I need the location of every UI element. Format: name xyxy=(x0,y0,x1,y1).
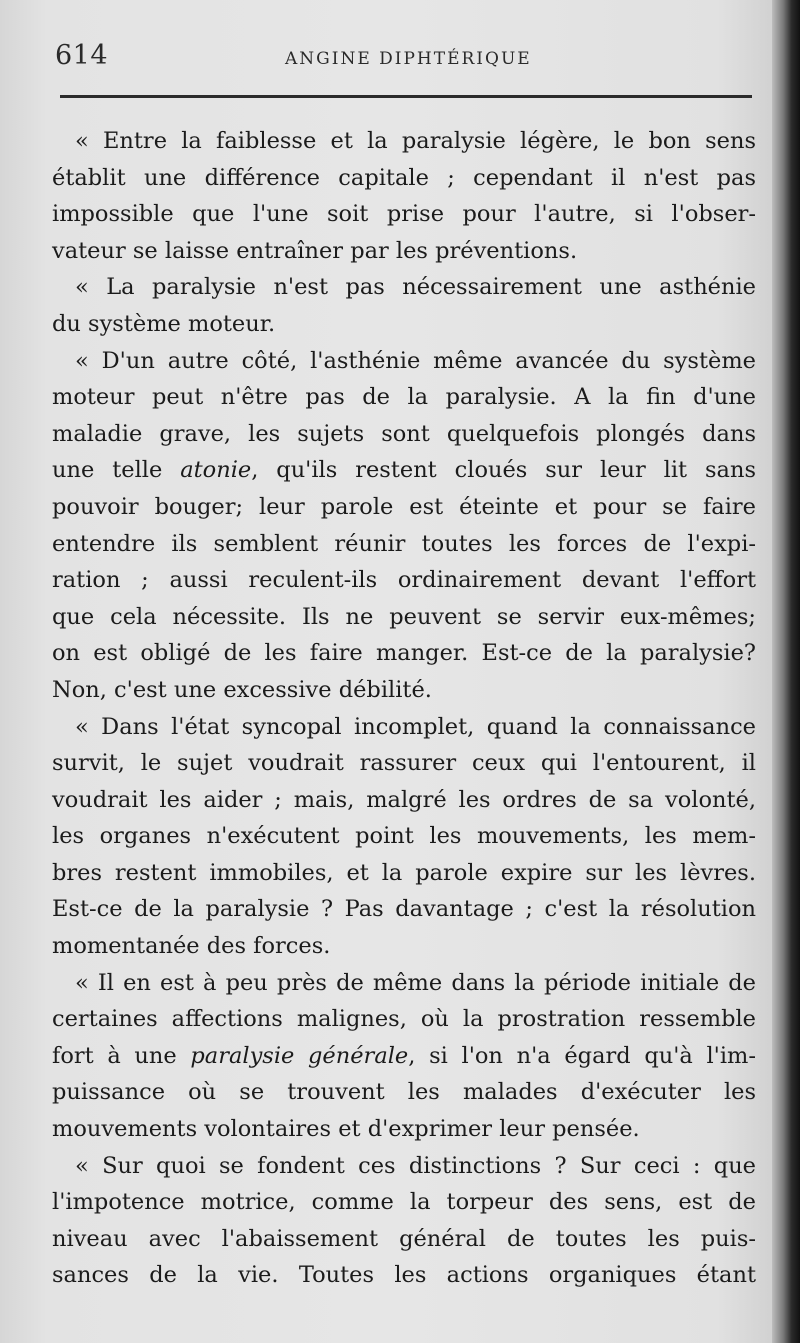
body-text xyxy=(52,123,756,1294)
text-line: survit, le sujet voudrait rassurer ceux qui l'entourent, il xyxy=(52,750,756,777)
text-line: les organes n'exécutent point les mouvements, les mem- xyxy=(52,823,756,850)
text-line: niveau avec l'abaissement général de toutes les puis- xyxy=(52,1225,756,1252)
text-line: Est-ce de la paralysie ? Pas davantage ; c'est la résolution xyxy=(52,896,756,923)
text-line: l'impotence motrice, comme la torpeur des sens, est de xyxy=(52,1189,756,1216)
page-number: 614 xyxy=(55,40,109,71)
text-line: momentanée des forces. xyxy=(52,933,331,960)
text-line: maladie grave, les sujets sont quelquefois plongés dans xyxy=(52,420,756,447)
text-segment: , qu'ils restent cloués sur leur lit sans xyxy=(251,457,756,484)
text-line: certaines affections malignes, où la prostration ressemble xyxy=(52,1006,756,1033)
text-line: que cela nécessite. Ils ne peuvent se servir eux-mêmes; xyxy=(52,603,756,630)
text-line: vateur se laisse entraîner par les préventions. xyxy=(52,237,578,264)
text-line: entendre ils semblent réunir toutes les forces de l'expi- xyxy=(52,530,756,557)
book-spine-shadow xyxy=(772,0,800,1343)
text-line: « D'un autre côté, l'asthénie même avancée du système xyxy=(75,347,756,374)
text-segment: fort à une xyxy=(52,1042,191,1069)
text-line: établit une différence capitale ; cependant il n'est pas xyxy=(52,164,756,191)
text-line xyxy=(52,1038,756,1075)
running-title: ANGINE DIPHTÉRIQUE xyxy=(285,49,532,69)
text-line: moteur peut n'être pas de la paralysie. A la fin d'une xyxy=(52,384,756,411)
text-line: « Entre la faiblesse et la paralysie légère, le bon sens xyxy=(75,128,756,154)
text-line: voudrait les aider ; mais, malgré les ordres de sa volonté, xyxy=(52,786,756,813)
text-segment: une telle xyxy=(52,457,181,484)
italic-term: paralysie générale xyxy=(190,1042,409,1069)
text-line: on est obligé de les faire manger. Est-ce de la paralysie? xyxy=(52,640,756,667)
text-line: du système moteur. xyxy=(52,310,276,337)
page-header xyxy=(55,40,755,80)
text-line: « Dans l'état syncopal incomplet, quand la connaissance xyxy=(75,713,756,740)
text-line: bres restent immobiles, et la parole expire sur les lèvres. xyxy=(52,859,756,886)
text-segment: , si l'on n'a égard qu'à l'im- xyxy=(408,1042,756,1069)
text-line: Non, c'est une excessive débilité. xyxy=(52,676,432,703)
text-line: sances de la vie. Toutes les actions organiques étant xyxy=(52,1262,756,1289)
text-line: « Il en est à peu près de même dans la période initiale de xyxy=(75,969,756,996)
text-line: mouvements volontaires et d'exprimer leur pensée. xyxy=(52,1116,640,1143)
text-line: ration ; aussi reculent-ils ordinairement devant l'effort xyxy=(52,567,756,594)
text-line: « Sur quoi se fondent ces distinctions ? Sur ceci : que xyxy=(75,1152,756,1179)
text-line: impossible que l'une soit prise pour l'autre, si l'obser- xyxy=(52,201,756,228)
italic-term: atonie xyxy=(180,457,252,484)
header-rule xyxy=(60,95,752,98)
text-line xyxy=(52,452,756,489)
text-line: puissance où se trouvent les malades d'exécuter les xyxy=(52,1079,756,1106)
text-line: « La paralysie n'est pas nécessairement une asthénie xyxy=(75,274,756,301)
text-line: pouvoir bouger; leur parole est éteinte et pour se faire xyxy=(52,493,756,520)
